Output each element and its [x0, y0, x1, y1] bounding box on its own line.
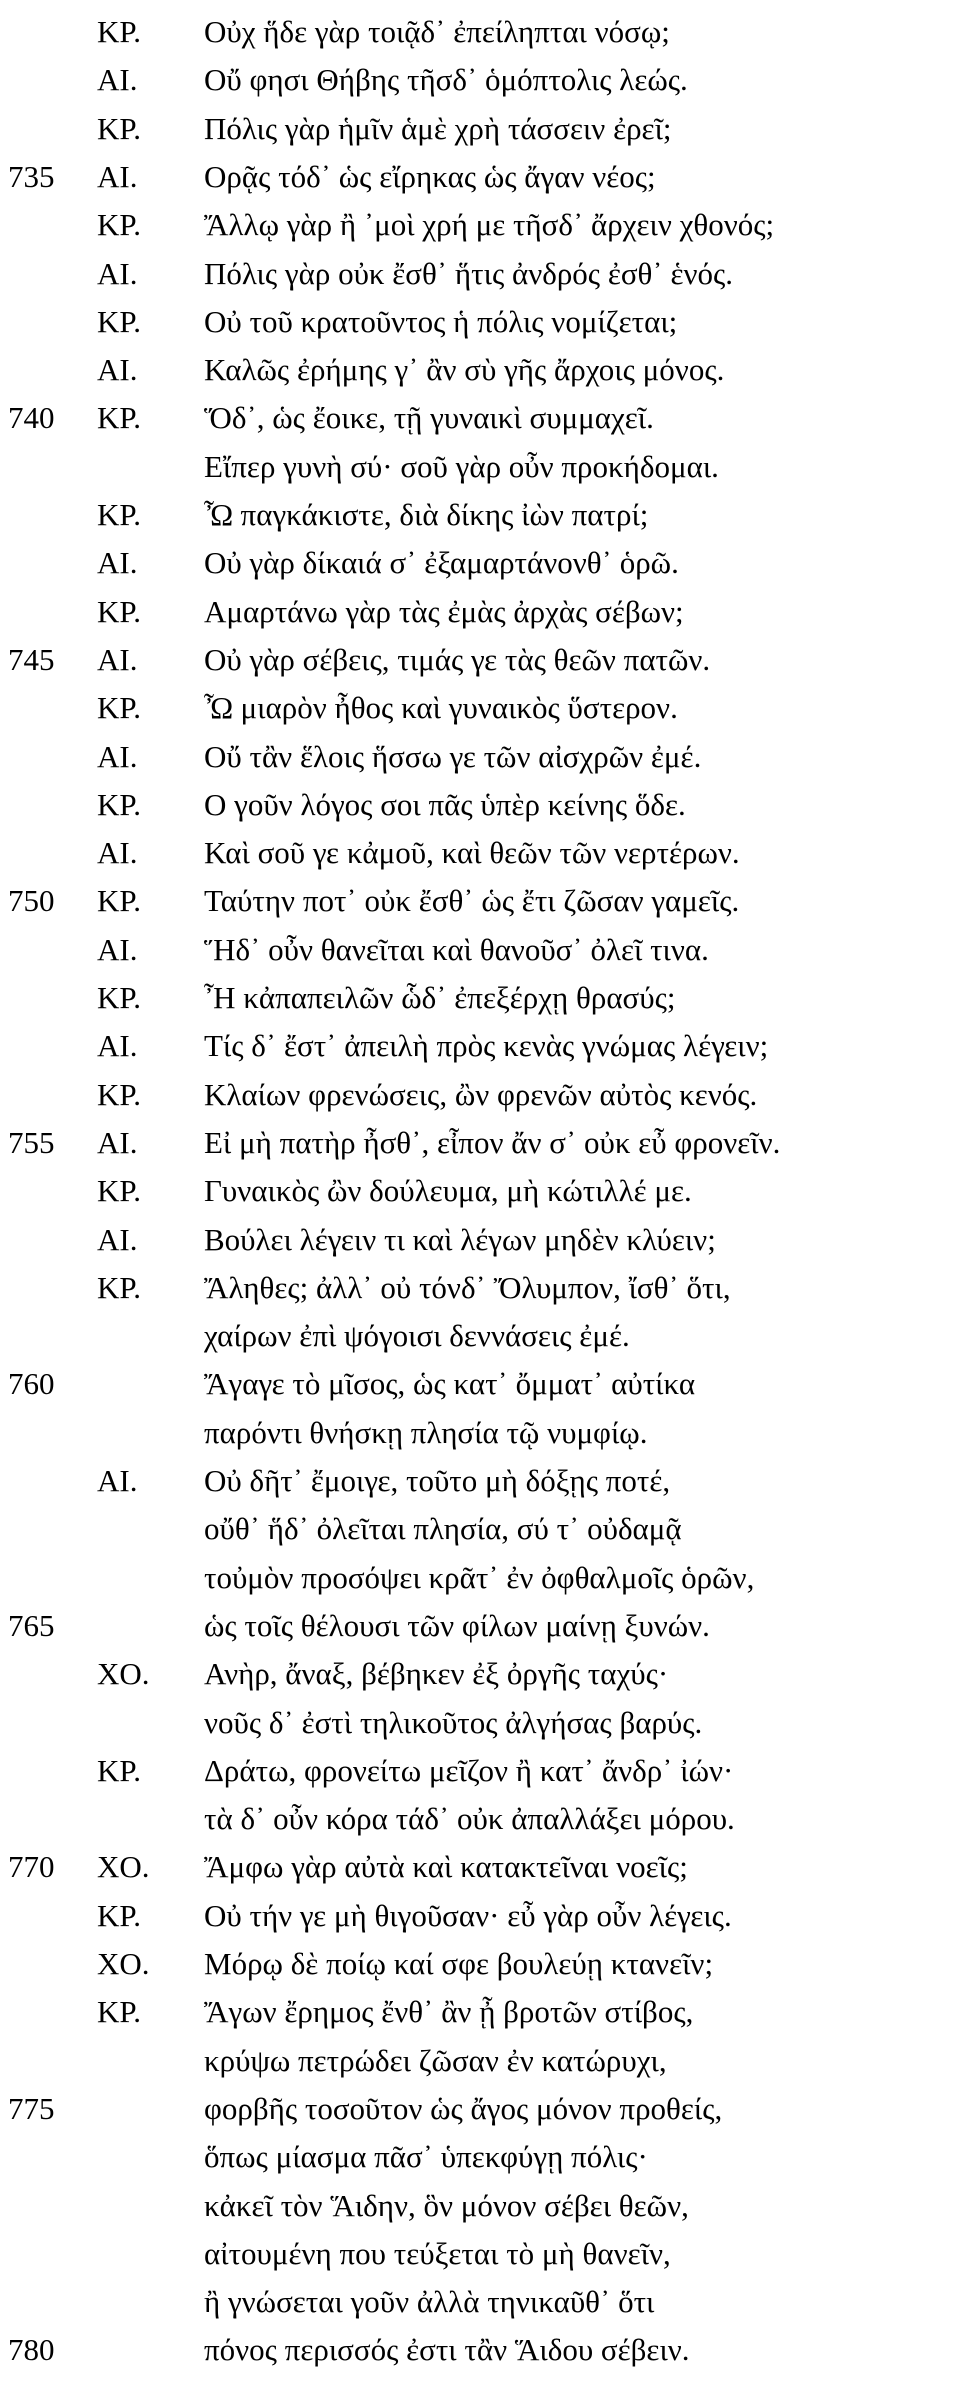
verse-text: Οὐ δῆτ᾽ ἔμοιγε, τοῦτο μὴ δόξῃς ποτέ, — [204, 1463, 671, 1498]
verse-text: Οὐ τοῦ κρατοῦντος ἡ πόλις νομίζεται; — [204, 303, 678, 339]
verse-line — [0, 1360, 960, 1407]
verse-line — [0, 1312, 960, 1359]
verse-text: Οὐ τήν γε μὴ θιγοῦσαν· εὖ γὰρ οὖν λέγεις. — [204, 1897, 732, 1933]
speaker-label: ΚΡ. — [97, 690, 141, 726]
speaker-label: ΑΙ. — [97, 1463, 138, 1498]
verse-line — [0, 1457, 960, 1504]
verse-line — [0, 153, 960, 200]
verse-text: νοῦς δ᾽ ἐστὶ τηλικοῦτος ἀλγήσας βαρύς. — [204, 1704, 703, 1740]
verse-text: τοὐμὸν προσόψει κρᾶτ᾽ ἐν ὀφθαλμοῖς ὁρῶν, — [204, 1559, 755, 1595]
speaker-label: ΑΙ. — [97, 931, 138, 967]
verse-text: Ὦ μιαρὸν ἦθος καὶ γυναικὸς ὕστερον. — [204, 690, 678, 726]
verse-line — [0, 2182, 960, 2229]
speaker-label: ΚΡ. — [97, 883, 141, 919]
verse-line — [0, 829, 960, 876]
verse-line — [0, 1699, 960, 1746]
verse-text: κἀκεῖ τὸν Ἅιδην, ὃν μόνον σέβει θεῶν, — [204, 2187, 689, 2223]
verse-line — [0, 2278, 960, 2325]
speaker-label: ΚΡ. — [97, 303, 141, 339]
verse-line — [0, 2133, 960, 2180]
verse-text: Ανὴρ, ἄναξ, βέβηκεν ἐξ ὀργῆς ταχύς· — [204, 1656, 669, 1692]
verse-text: Ταύτην ποτ᾽ οὐκ ἔσθ᾽ ὡς ἔτι ζῶσαν γαμεῖς. — [204, 883, 740, 919]
verse-line — [0, 926, 960, 973]
verse-line — [0, 8, 960, 55]
verse-text: Κλαίων φρενώσεις, ὢν φρενῶν αὐτὸς κενός. — [204, 1076, 758, 1112]
verse-text: οὔθ᾽ ἥδ᾽ ὀλεῖται πλησία, σύ τ᾽ οὐδαμᾷ — [204, 1511, 682, 1547]
verse-line — [0, 1940, 960, 1987]
verse-line — [0, 1409, 960, 1456]
verse-text: Οὐχ ἥδε γὰρ τοιᾷδ᾽ ἐπείληπται νόσῳ; — [204, 14, 670, 49]
speaker-label: ΑΙ. — [97, 835, 138, 871]
verse-line — [0, 684, 960, 731]
speaker-label: ΚΡ. — [97, 1173, 141, 1209]
speaker-label: ΚΡ. — [97, 786, 141, 822]
verse-text: Ο γοῦν λόγος σοι πᾶς ὑπὲρ κείνης ὅδε. — [204, 786, 686, 822]
line-number: 760 — [8, 1366, 55, 1402]
verse-line — [0, 877, 960, 924]
verse-text: Πόλις γὰρ ἡμῖν ἁμὲ χρὴ τάσσειν ἐρεῖ; — [204, 110, 672, 146]
verse-text: Οὐ γὰρ σέβεις, τιμάς γε τὰς θεῶν πατῶν. — [204, 641, 711, 677]
speaker-label: ΚΡ. — [97, 980, 141, 1015]
verse-line — [0, 201, 960, 248]
speaker-label: ΑΙ. — [97, 62, 138, 98]
speaker-label: ΧΟ. — [97, 1656, 150, 1692]
verse-text: τὰ δ᾽ οὖν κόρα τάδ᾽ οὐκ ἀπαλλάξει μόρου. — [204, 1801, 735, 1837]
verse-line — [0, 1602, 960, 1649]
verse-text: Αμαρτάνω γὰρ τὰς ἐμὰς ἀρχὰς σέβων; — [204, 593, 684, 629]
line-number: 740 — [8, 400, 55, 436]
verse-line — [0, 974, 960, 1021]
verse-line — [0, 1022, 960, 1069]
line-number: 780 — [8, 2332, 55, 2368]
verse-line — [0, 1843, 960, 1890]
verse-text: χαίρων ἐπὶ ψόγοισι δεννάσεις ἐμέ. — [204, 1318, 630, 1354]
speaker-label: ΚΡ. — [97, 207, 141, 243]
verse-text: Οὔ φησι Θήβης τῆσδ᾽ ὁμόπτολις λεώς. — [204, 62, 688, 98]
verse-text: Πόλις γὰρ οὐκ ἔσθ᾽ ἥτις ἀνδρός ἐσθ᾽ ἑνός. — [204, 255, 734, 291]
verse-line — [0, 1505, 960, 1552]
speaker-label: ΚΡ. — [97, 1076, 141, 1112]
speaker-label: ΚΡ. — [97, 497, 141, 532]
verse-text: παρόντι θνήσκῃ πλησία τῷ νυμφίῳ. — [204, 1414, 648, 1450]
verse-line — [0, 1892, 960, 1939]
speaker-label: ΧΟ. — [97, 1849, 150, 1885]
verse-text: Ἄμφω γὰρ αὐτὰ καὶ κατακτεῖναι νοεῖς; — [204, 1849, 688, 1885]
line-number: 735 — [8, 158, 55, 194]
verse-text: ὡς τοῖς θέλουσι τῶν φίλων μαίνῃ ξυνών. — [204, 1607, 710, 1643]
verse-line — [0, 250, 960, 297]
verse-text: Ἄγων ἔρημος ἔνθ᾽ ἂν ᾖ βροτῶν στίβος, — [204, 1994, 694, 2030]
verse-text: Δράτω, φρονείτω μεῖζον ἢ κατ᾽ ἄνδρ᾽ ἰών· — [204, 1752, 734, 1788]
speaker-label: ΚΡ. — [97, 1994, 141, 2030]
verse-line — [0, 1071, 960, 1118]
verse-line — [0, 1216, 960, 1263]
speaker-label: ΚΡ. — [97, 1897, 141, 1933]
verse-line — [0, 2085, 960, 2132]
line-number: 770 — [8, 1849, 55, 1885]
speaker-label: ΑΙ. — [97, 1124, 138, 1160]
verse-line — [0, 491, 960, 538]
verse-line — [0, 298, 960, 345]
speaker-label: ΑΙ. — [97, 255, 138, 291]
verse-line — [0, 588, 960, 635]
verse-text: Ἄλλῳ γὰρ ἢ ᾽μοὶ χρή με τῆσδ᾽ ἄρχειν χθονός; — [204, 207, 775, 243]
speaker-label: ΚΡ. — [97, 110, 141, 146]
verse-text: ὅπως μίασμα πᾶσ᾽ ὑπεκφύγῃ πόλις· — [204, 2139, 648, 2175]
verse-line — [0, 1747, 960, 1794]
verse-line — [0, 2326, 960, 2373]
speaker-label: ΑΙ. — [97, 545, 138, 581]
verse-text: Ἦ κἀπαπειλῶν ὧδ᾽ ἐπεξέρχῃ θρασύς; — [204, 980, 676, 1015]
verse-text: κρύψω πετρώδει ζῶσαν ἐν κατώρυχι, — [204, 2042, 667, 2078]
verse-text: Εἰ μὴ πατὴρ ἦσθ᾽, εἶπον ἄν σ᾽ οὐκ εὖ φρονεῖν. — [204, 1124, 781, 1160]
verse-text: Καλῶς ἐρήμης γ᾽ ἂν σὺ γῆς ἄρχοις μόνος. — [204, 352, 725, 388]
verse-text: Ἄληθες; ἀλλ᾽ οὐ τόνδ᾽ Ὄλυμπον, ἴσθ᾽ ὅτι, — [204, 1269, 731, 1305]
verse-line — [0, 1650, 960, 1697]
verse-line — [0, 539, 960, 586]
speaker-label: ΑΙ. — [97, 641, 138, 677]
verse-line — [0, 1264, 960, 1311]
speaker-label: ΑΙ. — [97, 352, 138, 388]
verse-line — [0, 105, 960, 152]
speaker-label: ΚΡ. — [97, 400, 141, 436]
verse-text: Εἴπερ γυνὴ σύ· σοῦ γὰρ οὖν προκήδομαι. — [204, 448, 719, 484]
speaker-label: ΚΡ. — [97, 593, 141, 629]
verse-text: Ορᾷς τόδ᾽ ὡς εἴρηκας ὡς ἄγαν νέος; — [204, 158, 656, 194]
verse-text: φορβῆς τοσοῦτον ὡς ἄγος μόνον προθείς, — [204, 2090, 723, 2126]
verse-line — [0, 1119, 960, 1166]
verse-line — [0, 636, 960, 683]
speaker-label: ΚΡ. — [97, 14, 141, 49]
verse-line — [0, 56, 960, 103]
verse-text: Ὅδ᾽, ὡς ἔοικε, τῇ γυναικὶ συμμαχεῖ. — [204, 400, 654, 436]
verse-text: Καὶ σοῦ γε κἀμοῦ, καὶ θεῶν τῶν νερτέρων. — [204, 835, 740, 871]
verse-text: Μόρῳ δὲ ποίῳ καί σφε βουλεύῃ κτανεῖν; — [204, 1946, 714, 1981]
verse-text: Ἄγαγε τὸ μῖσος, ὡς κατ᾽ ὄμματ᾽ αὐτίκα — [204, 1366, 696, 1402]
verse-text: Βούλει λέγειν τι καὶ λέγων μηδὲν κλύειν; — [204, 1221, 716, 1257]
verse-text: Γυναικὸς ὢν δούλευμα, μὴ κώτιλλέ με. — [204, 1173, 692, 1209]
speaker-label: ΚΡ. — [97, 1752, 141, 1788]
verse-line — [0, 1988, 960, 2035]
verse-line — [0, 1795, 960, 1842]
verse-line — [0, 781, 960, 828]
verse-text: ἢ γνώσεται γοῦν ἀλλὰ τηνικαῦθ᾽ ὅτι — [204, 2284, 655, 2320]
line-number: 765 — [8, 1607, 55, 1643]
verse-text: Οὔ τἂν ἕλοις ἥσσω γε τῶν αἰσχρῶν ἐμέ. — [204, 738, 702, 774]
verse-line — [0, 394, 960, 441]
verse-line — [0, 1167, 960, 1214]
verse-text: Ὦ παγκάκιστε, διὰ δίκης ἰὼν πατρί; — [204, 497, 649, 532]
verse-line — [0, 443, 960, 490]
speaker-label: ΧΟ. — [97, 1946, 150, 1981]
line-number: 745 — [8, 641, 55, 677]
line-number: 775 — [8, 2090, 55, 2126]
verse-line — [0, 2230, 960, 2277]
speaker-label: ΑΙ. — [97, 158, 138, 194]
speaker-label: ΑΙ. — [97, 1221, 138, 1257]
speaker-label: ΑΙ. — [97, 1028, 138, 1064]
verse-text: αἰτουμένη που τεύξεται τὸ μὴ θανεῖν, — [204, 2235, 671, 2271]
verse-line — [0, 1554, 960, 1601]
verse-text: Τίς δ᾽ ἔστ᾽ ἀπειλὴ πρὸς κενὰς γνώμας λέγειν; — [204, 1028, 769, 1064]
speaker-label: ΚΡ. — [97, 1269, 141, 1305]
verse-line — [0, 733, 960, 780]
verse-line — [0, 346, 960, 393]
verse-text: Οὐ γὰρ δίκαιά σ᾽ ἐξαμαρτάνονθ᾽ ὁρῶ. — [204, 545, 679, 581]
speaker-label: ΑΙ. — [97, 738, 138, 774]
verse-line — [0, 2037, 960, 2084]
verse-text: Ἥδ᾽ οὖν θανεῖται καὶ θανοῦσ᾽ ὀλεῖ τινα. — [204, 931, 709, 967]
line-number: 755 — [8, 1124, 55, 1160]
verse-text: πόνος περισσός ἐστι τἂν Ἅιδου σέβειν. — [204, 2332, 690, 2368]
line-number: 750 — [8, 883, 55, 919]
